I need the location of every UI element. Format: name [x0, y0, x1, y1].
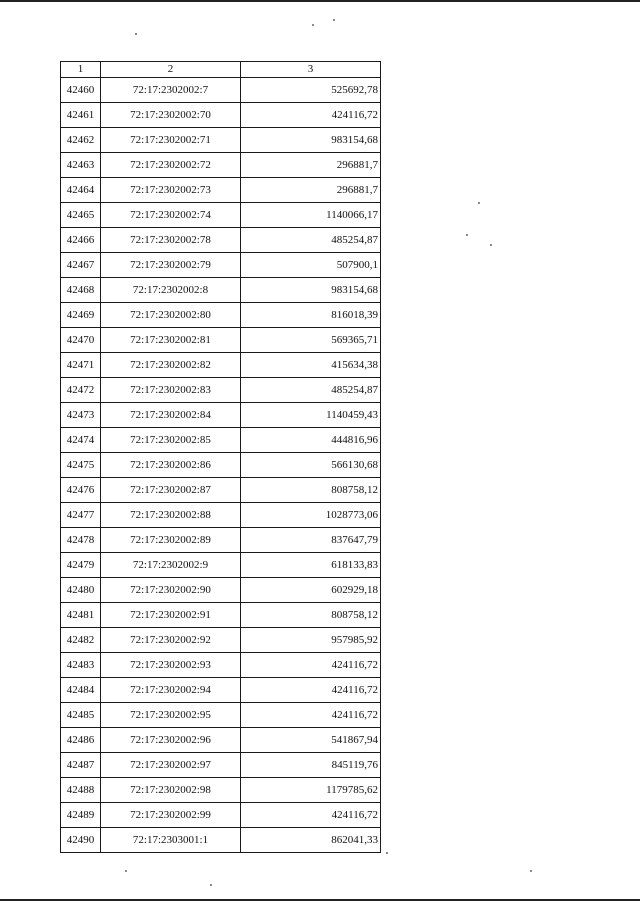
cadastral-value: 424116,72: [241, 703, 381, 728]
table-row: [61, 678, 381, 703]
cadastral-value: 424116,72: [241, 653, 381, 678]
row-number: 42482: [61, 628, 101, 653]
row-number: 42483: [61, 653, 101, 678]
cadastral-number: 72:17:2302002:87: [101, 478, 241, 503]
cadastral-value: 424116,72: [241, 678, 381, 703]
header-col-3: 3: [241, 62, 381, 78]
table-row: [61, 828, 381, 853]
table-row: [61, 578, 381, 603]
row-number: 42469: [61, 303, 101, 328]
cadastral-value: 1140066,17: [241, 203, 381, 228]
cadastral-number: 72:17:2303001:1: [101, 828, 241, 853]
table-row: [61, 203, 381, 228]
scan-speck: [490, 244, 492, 246]
cadastral-number: 72:17:2302002:98: [101, 778, 241, 803]
row-number: 42484: [61, 678, 101, 703]
cadastral-value: 485254,87: [241, 228, 381, 253]
scan-speck: [125, 870, 127, 872]
cadastral-value: 541867,94: [241, 728, 381, 753]
row-number: 42465: [61, 203, 101, 228]
cadastral-number: 72:17:2302002:92: [101, 628, 241, 653]
row-number: 42466: [61, 228, 101, 253]
page-bottom-border: [0, 899, 640, 901]
table-row: [61, 228, 381, 253]
cadastral-value: 618133,83: [241, 553, 381, 578]
cadastral-number: 72:17:2302002:80: [101, 303, 241, 328]
cadastral-value: 507900,1: [241, 253, 381, 278]
cadastral-value: 808758,12: [241, 478, 381, 503]
header-col-2: 2: [101, 62, 241, 78]
cadastral-value: 983154,68: [241, 128, 381, 153]
scan-speck: [312, 24, 314, 26]
row-number: 42485: [61, 703, 101, 728]
table-row: [61, 603, 381, 628]
table-body: [61, 78, 381, 853]
cadastral-value: 296881,7: [241, 153, 381, 178]
table-row: [61, 78, 381, 103]
cadastral-number: 72:17:2302002:70: [101, 103, 241, 128]
table-row: [61, 528, 381, 553]
cadastral-value: 566130,68: [241, 453, 381, 478]
cadastral-number: 72:17:2302002:8: [101, 278, 241, 303]
table-row: [61, 153, 381, 178]
cadastral-value: 957985,92: [241, 628, 381, 653]
table-row: [61, 728, 381, 753]
table-row: [61, 453, 381, 478]
scan-speck: [386, 852, 388, 854]
row-number: 42480: [61, 578, 101, 603]
cadastral-value: 415634,38: [241, 353, 381, 378]
row-number: 42468: [61, 278, 101, 303]
cadastral-number: 72:17:2302002:74: [101, 203, 241, 228]
cadastral-number: 72:17:2302002:91: [101, 603, 241, 628]
cadastral-table: [60, 61, 381, 853]
cadastral-value: 424116,72: [241, 103, 381, 128]
table-row: [61, 653, 381, 678]
cadastral-number: 72:17:2302002:72: [101, 153, 241, 178]
cadastral-number: 72:17:2302002:95: [101, 703, 241, 728]
cadastral-value: 525692,78: [241, 78, 381, 103]
table-row: [61, 753, 381, 778]
row-number: 42462: [61, 128, 101, 153]
cadastral-number: 72:17:2302002:79: [101, 253, 241, 278]
table-row: [61, 703, 381, 728]
row-number: 42475: [61, 453, 101, 478]
row-number: 42467: [61, 253, 101, 278]
row-number: 42487: [61, 753, 101, 778]
cadastral-number: 72:17:2302002:83: [101, 378, 241, 403]
table-row: [61, 378, 381, 403]
row-number: 42470: [61, 328, 101, 353]
cadastral-value: 485254,87: [241, 378, 381, 403]
scan-speck: [530, 870, 532, 872]
cadastral-value: 845119,76: [241, 753, 381, 778]
cadastral-number: 72:17:2302002:7: [101, 78, 241, 103]
row-number: 42477: [61, 503, 101, 528]
cadastral-value: 808758,12: [241, 603, 381, 628]
scan-speck: [210, 884, 212, 886]
cadastral-value: 1179785,62: [241, 778, 381, 803]
cadastral-number: 72:17:2302002:99: [101, 803, 241, 828]
header-row: [61, 62, 381, 78]
cadastral-number: 72:17:2302002:88: [101, 503, 241, 528]
table-row: [61, 428, 381, 453]
cadastral-value: 1028773,06: [241, 503, 381, 528]
cadastral-number: 72:17:2302002:73: [101, 178, 241, 203]
cadastral-number: 72:17:2302002:78: [101, 228, 241, 253]
header-col-1: 1: [61, 62, 101, 78]
cadastral-value: 424116,72: [241, 803, 381, 828]
row-number: 42486: [61, 728, 101, 753]
cadastral-number: 72:17:2302002:85: [101, 428, 241, 453]
scan-speck: [478, 202, 480, 204]
cadastral-number: 72:17:2302002:89: [101, 528, 241, 553]
scan-speck: [333, 19, 335, 21]
cadastral-number: 72:17:2302002:84: [101, 403, 241, 428]
row-number: 42460: [61, 78, 101, 103]
cadastral-number: 72:17:2302002:94: [101, 678, 241, 703]
cadastral-number: 72:17:2302002:81: [101, 328, 241, 353]
cadastral-value: 296881,7: [241, 178, 381, 203]
cadastral-value: 816018,39: [241, 303, 381, 328]
cadastral-value: 837647,79: [241, 528, 381, 553]
row-number: 42464: [61, 178, 101, 203]
table-row: [61, 328, 381, 353]
row-number: 42463: [61, 153, 101, 178]
cadastral-number: 72:17:2302002:96: [101, 728, 241, 753]
row-number: 42471: [61, 353, 101, 378]
cadastral-number: 72:17:2302002:90: [101, 578, 241, 603]
cadastral-value: 569365,71: [241, 328, 381, 353]
row-number: 42488: [61, 778, 101, 803]
cadastral-value: 602929,18: [241, 578, 381, 603]
table-row: [61, 303, 381, 328]
table-row: [61, 803, 381, 828]
cadastral-number: 72:17:2302002:97: [101, 753, 241, 778]
table-row: [61, 403, 381, 428]
cadastral-number: 72:17:2302002:9: [101, 553, 241, 578]
cadastral-value: 1140459,43: [241, 403, 381, 428]
cadastral-value: 862041,33: [241, 828, 381, 853]
row-number: 42489: [61, 803, 101, 828]
cadastral-value: 444816,96: [241, 428, 381, 453]
row-number: 42473: [61, 403, 101, 428]
row-number: 42476: [61, 478, 101, 503]
row-number: 42472: [61, 378, 101, 403]
row-number: 42474: [61, 428, 101, 453]
table-row: [61, 478, 381, 503]
table-row: [61, 353, 381, 378]
table-row: [61, 778, 381, 803]
table-row: [61, 628, 381, 653]
cadastral-value: 983154,68: [241, 278, 381, 303]
table-row: [61, 503, 381, 528]
row-number: 42461: [61, 103, 101, 128]
row-number: 42490: [61, 828, 101, 853]
row-number: 42481: [61, 603, 101, 628]
cadastral-number: 72:17:2302002:82: [101, 353, 241, 378]
cadastral-number: 72:17:2302002:71: [101, 128, 241, 153]
scan-speck: [135, 33, 137, 35]
row-number: 42479: [61, 553, 101, 578]
cadastral-number: 72:17:2302002:93: [101, 653, 241, 678]
table-row: [61, 103, 381, 128]
table-header: [61, 62, 381, 78]
scan-speck: [466, 234, 468, 236]
table-row: [61, 253, 381, 278]
table-row: [61, 278, 381, 303]
table-row: [61, 553, 381, 578]
page-top-border: [0, 0, 640, 2]
table-row: [61, 178, 381, 203]
table-row: [61, 128, 381, 153]
row-number: 42478: [61, 528, 101, 553]
cadastral-number: 72:17:2302002:86: [101, 453, 241, 478]
